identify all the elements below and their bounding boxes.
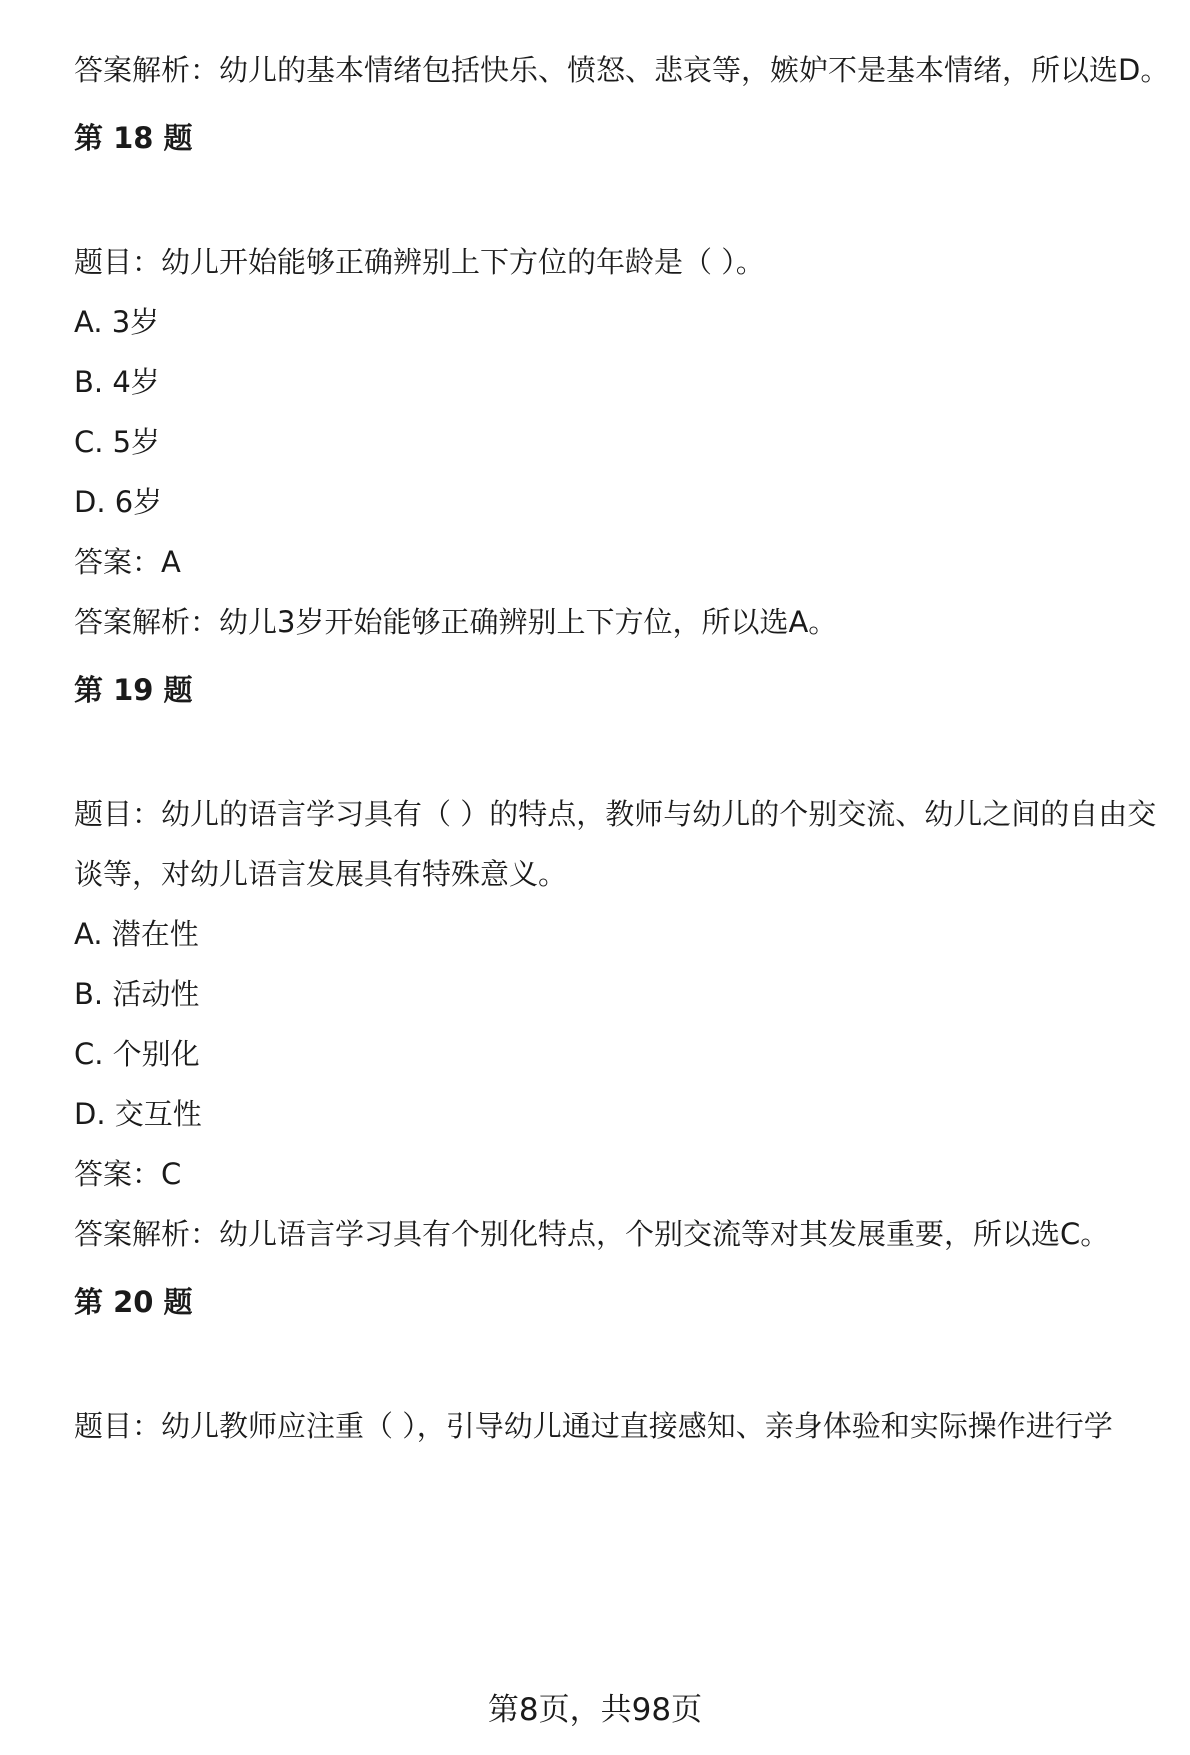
question-19-option-d: D. 交互性	[74, 1097, 202, 1131]
question-18-answer: 答案：A	[74, 545, 181, 579]
previous-explanation: 答案解析：幼儿的基本情绪包括快乐、愤怒、悲哀等，嫉妒不是基本情绪，所以选D。	[74, 53, 1170, 87]
question-18-heading: 第 18 题	[74, 121, 193, 155]
document-page	[74, 40, 1174, 1456]
question-20-text: 题目：幼儿教师应注重（ ），引导幼儿通过直接感知、亲身体验和实际操作进行学	[74, 1409, 1113, 1443]
page-footer: 第8页，共98页	[487, 1692, 703, 1728]
question-18-option-c: C. 5岁	[74, 425, 161, 459]
question-18-explanation: 答案解析：幼儿3岁开始能够正确辨别上下方位，所以选A。	[74, 605, 838, 639]
question-18-option-d: D. 6岁	[74, 485, 163, 519]
question-19-option-b: B. 活动性	[74, 977, 200, 1011]
question-19-option-c: C. 个别化	[74, 1037, 200, 1071]
question-18-option-a: A. 3岁	[74, 305, 160, 339]
question-19-option-a: A. 潜在性	[74, 917, 199, 951]
question-18-text: 题目：幼儿开始能够正确辨别上下方位的年龄是（ ）。	[74, 245, 765, 279]
question-18-option-b: B. 4岁	[74, 365, 160, 399]
question-19-text: 题目：幼儿的语言学习具有（ ）的特点，教师与幼儿的个别交流、幼儿之间的自由交谈等，对幼儿语言发展具有特殊意义。	[74, 797, 1157, 891]
question-19-answer: 答案：C	[74, 1157, 182, 1191]
question-20-heading: 第 20 题	[74, 1285, 193, 1319]
question-19-heading: 第 19 题	[74, 673, 193, 707]
question-19-explanation: 答案解析：幼儿语言学习具有个别化特点，个别交流等对其发展重要，所以选C。	[74, 1217, 1110, 1251]
